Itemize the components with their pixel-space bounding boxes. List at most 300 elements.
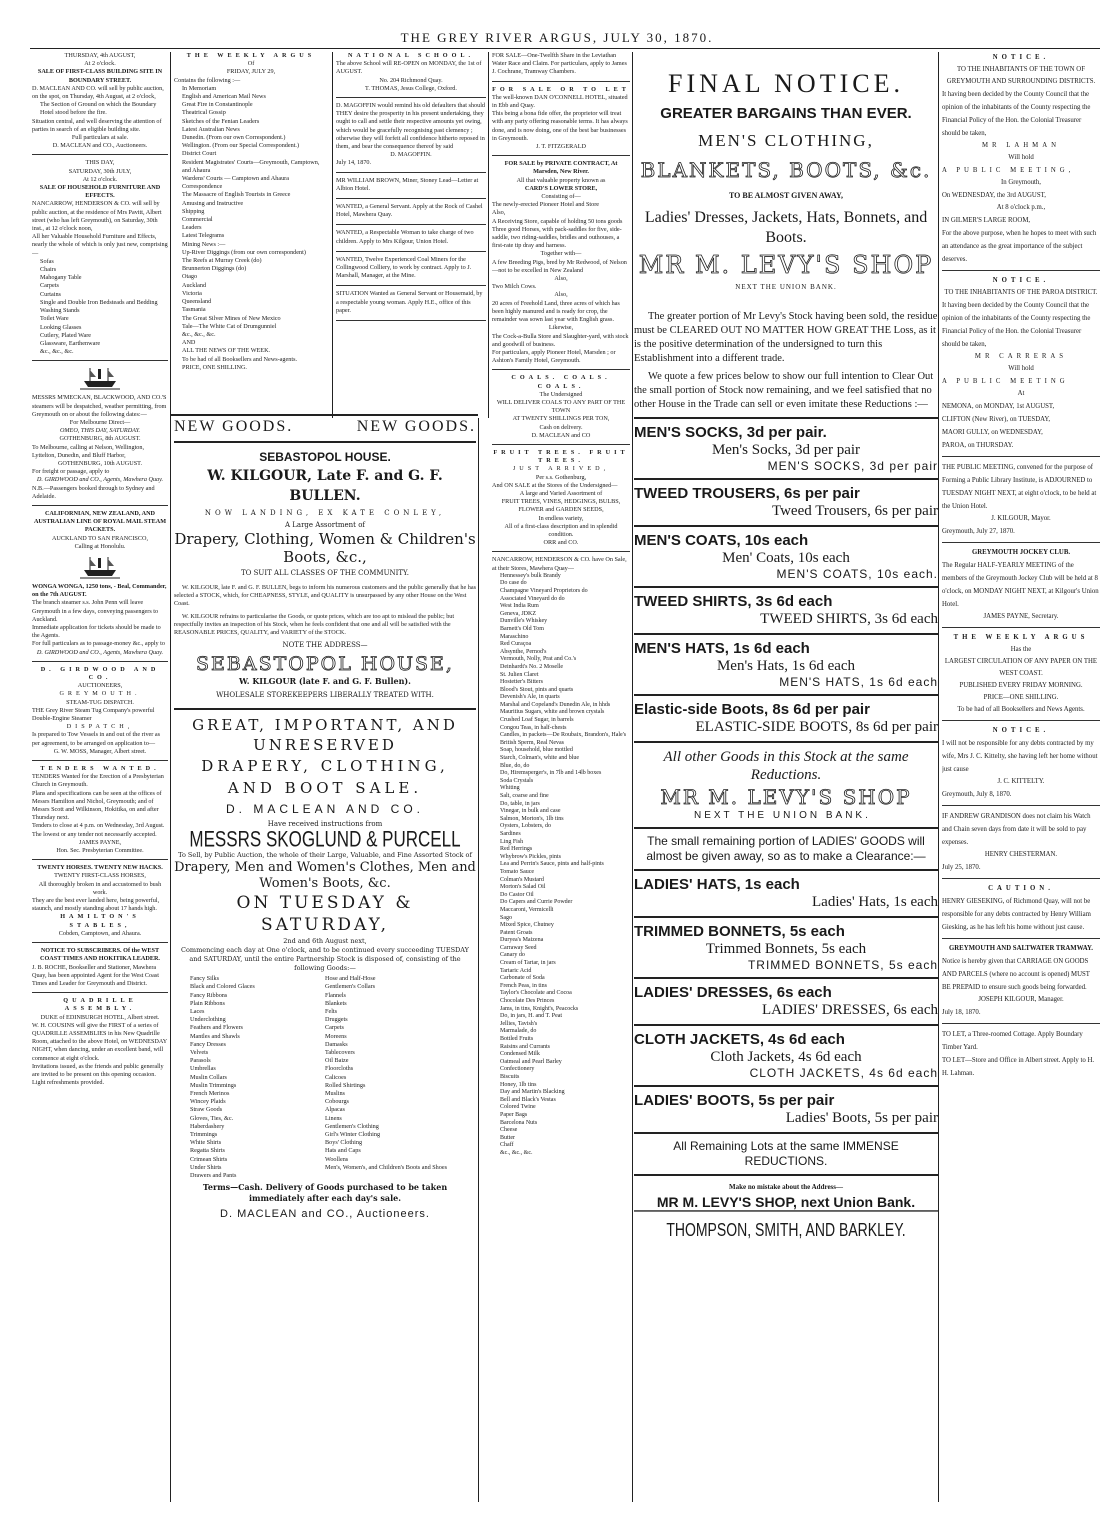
ad-line: To Melbourne, calling at Nelson, Wellington, Lyttelton, Dunedin, and Bluff Harbor, — [32, 443, 145, 459]
list-item: The Reefs at Murray Creek (do) — [182, 257, 262, 265]
ad-line: All that valuable property known as — [516, 176, 606, 184]
list-item: Congou Teas, in half-chests — [500, 724, 567, 731]
notice-line: NOTICE. — [992, 727, 1050, 734]
notice-line: THE PUBLIC MEETING, convened for the purpose of Forming a Public Library Institute, is ADJOURNED to TUESDAY NIGHT NEXT, at eight o'clock, to be held at the Union Hotel. — [942, 464, 1097, 510]
list-item: Do case do — [500, 580, 527, 587]
divider — [634, 633, 938, 635]
terms-line: Terms—Cash. Delivery of Goods purchased to be taken immediately after each day's sale. — [202, 1182, 448, 1204]
list-item: Butter — [500, 1134, 515, 1141]
price-line: MEN'S SOCKS, 3d per pair. — [634, 424, 827, 441]
price-line: MEN'S SOCKS, 3d per pair — [767, 459, 938, 473]
ad-line: All thoroughly broken in and accustomed to bush work. — [38, 880, 162, 896]
stores-list — [492, 573, 630, 1158]
notice-line: On WEDNESDAY, the 3rd AUGUST, — [942, 192, 1046, 199]
ad-line: N.B.—Passengers booked through to Sydney and Adelaide. — [32, 484, 155, 500]
levy-shop-ad — [634, 52, 938, 1502]
sebastopol-and-sale — [174, 418, 476, 1502]
list-item: Flannels — [325, 991, 346, 999]
notice-line: Greymouth, July 27, 1870. — [942, 528, 1015, 535]
ad-line: SATURDAY, 30th JULY, — [68, 167, 132, 175]
list-item: Jellies, Tavish's — [500, 1020, 538, 1027]
notice-line: Greymouth, July 8, 1870. — [942, 791, 1012, 798]
list-item: Calicoes — [325, 1073, 347, 1081]
list-item: Do Castor Oil — [500, 891, 534, 898]
divider — [634, 478, 938, 480]
list-item: Plain Ribbons — [190, 999, 225, 1007]
column-divider — [938, 52, 939, 1502]
list-col — [325, 975, 460, 1180]
notice-line: TO LET—Store and Office in Albert street. Apply to H. H. Lahman. — [942, 1057, 1095, 1077]
list-item: Velvets — [190, 1049, 209, 1057]
notice-line: For the above purpose, when he hopes to meet with such an attendance as the great importance of the subject deserves. — [942, 230, 1097, 263]
list-item: Condensed Milk — [500, 1051, 540, 1058]
list-item: Felts — [325, 1008, 338, 1016]
para-1: The greater portion of Mr Levy's Stock having been sold, the residue must be CLEARED OUT NO MATTER HOW GREAT THE Loss, as it is the positive determination of the undersigned to turn this Establishment into a different trade. — [634, 311, 938, 364]
notice-line: I will not be responsible for any debts contracted by my wife, Mrs J. C. Kittelty, she having left her home without just cause — [942, 740, 1098, 773]
ad-line: TWENTY FIRST-CLASS HORSES, — [54, 872, 146, 880]
divider — [32, 661, 168, 662]
list-item: Maccaroni, Vermicelli — [500, 906, 554, 913]
ad-line: For particulars, apply Pioneer Hotel, Marsden ; or Ashton's Family Hotel, Greymouth. — [492, 348, 616, 365]
price-line: CLOTH JACKETS, 4s 6d each — [749, 1066, 938, 1080]
list-item: Soap, household, blue mottled — [500, 747, 573, 754]
divider — [942, 627, 1100, 628]
price-line: Ladies' Hats, 1s each — [812, 894, 938, 910]
notice-line: It having been decided by the County Council that the opinion of the inhabitants of the County respecting the Financial Policy of the Hon. the Colonial Treasurer should be taken, — [942, 302, 1091, 348]
divider — [336, 198, 486, 199]
divider — [32, 859, 168, 860]
notice-line: CLIFTON (New River), on TUESDAY, — [942, 416, 1051, 423]
list-item: Vinegar, in bulk and case — [500, 808, 561, 815]
sebastopol-line: NOTE THE ADDRESS— — [282, 641, 368, 650]
list-item: Wellington. (From our Special Correspondent.) — [182, 142, 300, 150]
ad-line: The Cock-a-Bulla Store and Slaughter-yard, with stock and goodwill of business. — [492, 332, 629, 348]
ad-line: A large and Varied Assortment of — [519, 489, 603, 497]
divider — [942, 938, 1100, 939]
notice-line: Has the — [1010, 646, 1032, 653]
ad-line: JUST ARRIVED, — [512, 465, 610, 473]
price-line: Trimmed Bonnets, 5s each — [705, 941, 867, 957]
list-item: Cheese — [500, 1127, 518, 1134]
list-item: Straw Goods — [190, 1106, 223, 1114]
ad-line: D. MACLEAN and CO — [531, 431, 591, 439]
list-item: Cutlery, Plated Ware — [40, 331, 92, 339]
notice-line: MR LAHMAN — [981, 142, 1061, 149]
notice-line: To be had of all Booksellers and News Agents. — [957, 706, 1085, 713]
list-item: Soda Crystals — [500, 777, 534, 784]
list-item: Taylor's Chocolate and Cocoa — [500, 990, 572, 997]
ad-line: 20 acres of Freehold Land, three acres of which has been highly manured and is ready for crop, the remainder was sown last year with English grass. — [492, 299, 620, 324]
list-item: White Shirts — [190, 1139, 222, 1147]
sebastopol-line: A Large Assortment of — [284, 521, 366, 529]
list-item: Starch, Colman's, white and blue — [500, 755, 580, 762]
notice-line: LARGEST CIRCULATION OF ANY PAPER ON THE WEST COAST. — [944, 658, 1098, 677]
list-item: Amusing and Instructive — [182, 199, 244, 207]
list-item: Mahogany Table — [40, 274, 82, 282]
ad-line: Light refreshments provided. — [32, 1079, 104, 1087]
list-item: AND — [182, 339, 196, 347]
ad-line: ORR and CO. — [543, 539, 579, 547]
list-item: Floorcloths — [325, 1065, 354, 1073]
ad-line: DUKE of EDINBURGH HOTEL, Albert street. — [40, 1013, 160, 1021]
sebastopol-line: W. KILGOUR, late F. and G. F. BULLEN, begs to inform his numerous customers and the public generally that he has selected a STOCK, which, for CHEAPNESS, STYLE, and QUALITY is unsurpassed by any other House on the West Coast. — [174, 584, 476, 608]
divider — [634, 1174, 938, 1176]
divider — [634, 1024, 938, 1026]
list-item: &c., &c., &c. — [182, 330, 216, 338]
list-item: Girl's Winter Clothing — [325, 1131, 381, 1139]
nancarrow-ad: NANCARROW, HENDERSON & CO. have On Sale, at their Stores, Mawhera Quay— — [492, 556, 627, 572]
list-item: Resident Magistrates' Courts—Greymouth, Camptown, and Ahaura — [182, 158, 320, 174]
list-item: Blankets — [325, 999, 347, 1007]
list-item: Confectionery — [500, 1066, 535, 1073]
ad-line: The branch steamer s.s. John Penn will leave Greymouth in a few days, conveying passengers to Auckland. — [32, 599, 159, 623]
sale-line: Drapery, Men and Women's Clothes, Men and Women's Boots, &c. — [174, 860, 476, 892]
divider — [336, 320, 486, 321]
sale-line: Have received instructions from — [267, 820, 383, 829]
small-ads — [336, 52, 486, 412]
sale-line: 2nd and 6th August next, — [283, 937, 367, 946]
list-item: Auckland — [182, 281, 207, 289]
list-item: Single and Double Iron Bedsteads and Bedding — [40, 298, 158, 306]
sebastopol-line: TO SUIT ALL CLASSES OF THE COMMUNITY. — [241, 569, 409, 577]
divider — [942, 805, 1100, 806]
divider — [634, 827, 938, 829]
list-item: Drawers and Pants — [190, 1172, 237, 1180]
ad-line: AUCKLAND TO SAN FRANCISCO, — [51, 534, 149, 542]
price-line: TRIMMED BONNETS, 5s each — [634, 923, 845, 940]
divider — [492, 369, 630, 370]
price-line: MEN'S COATS, 10s each — [634, 532, 809, 549]
list-item: Tartaric Acid — [500, 967, 532, 974]
list-item: Crimean Shirts — [190, 1155, 228, 1163]
notice-line: July 25, 1870. — [942, 864, 981, 871]
list-item: Deinhardt's No. 2 Moselle — [500, 663, 564, 670]
ad-line: Per s.s. Gothenburg, — [535, 473, 587, 481]
list-item: Dunedin. (From our own Correspondent.) — [182, 134, 286, 142]
steamship-icon — [80, 554, 120, 580]
ad-line: OMEO, THIS DAY, SATURDAY. — [59, 427, 141, 435]
list-item: ALL THE NEWS OF THE WEEK. — [182, 347, 271, 355]
column-divider — [488, 52, 489, 418]
list-item: Theatrical Gossip — [182, 109, 226, 117]
price-line: Men's Hats, 1s 6d each — [716, 658, 856, 674]
notice-line: In Greymouth, — [1000, 179, 1042, 186]
notice-line: THE WEEKLY ARGUS — [953, 634, 1089, 641]
list-item: Hennessey's bulk Brandy — [500, 572, 561, 579]
ad-line: TWENTY HORSES. TWENTY NEW HACKS. — [37, 864, 163, 872]
notice-line: MAORI GULLY, on WEDNESDAY, — [942, 429, 1043, 436]
sebastopol-line: SEBASTOPOL HOUSE. — [259, 450, 391, 464]
ad-line: For freight or passage, apply to — [32, 468, 110, 476]
list-item: Great Fire in Constantinople — [182, 101, 253, 109]
list-item: Crushed Loaf Sugar, in barrels — [500, 717, 574, 724]
list-item: Day and Martin's Blacking — [500, 1089, 565, 1096]
list-item: Oil Baize — [325, 1057, 349, 1065]
list-item: Wincey Plaids — [190, 1098, 226, 1106]
list-item: Up-River Diggings (from our own correspondent) — [182, 248, 306, 256]
divider — [32, 992, 168, 993]
ad-line: J. B. ROCHE, Bookseller and Stationer, Mawhera Quay, has been appointed Agent for the West Coast Times and Leader for Greymouth and District. — [32, 963, 160, 987]
list-item: Mauritius Sugars, white and brown crystals — [500, 709, 605, 716]
list-item: In Memoriam — [182, 84, 217, 92]
ad-line: D. MACLEAN and CO., Auctioneers. — [52, 142, 148, 150]
ad-line: D. MACLEAN AND CO. will sell by public auction, on the spot, on Thursday, 4th August, at 2 o'clock, — [32, 84, 164, 101]
notice-line: IF ANDREW GRANDISON does not claim his Watch and Chain seven days from date it will be sold to pay expenses. — [942, 813, 1091, 846]
price-line: Tweed Trousers, 6s per pair — [771, 503, 938, 519]
ad-line: Calling at Honolulu. — [74, 542, 126, 550]
list-item: To be had of all Booksellers and News-agents. — [182, 355, 298, 363]
ad-line: J. T. FITZGERALD — [536, 143, 586, 151]
notice-line: A PUBLIC MEETING — [942, 378, 1069, 385]
notice-line: It having been decided by the County Council that the opinion of the inhabitants of the County respecting the Financial Policy of the Hon. the Colonial Treasurer should be taken, — [942, 91, 1091, 137]
divider — [942, 270, 1100, 271]
list-item: Otago — [182, 273, 198, 281]
divider — [492, 81, 630, 82]
list-item: Woollens — [325, 1155, 349, 1163]
notice-line: JOSEPH KILGOUR, Manager. — [978, 996, 1064, 1003]
list-item: Leaders — [182, 224, 202, 232]
ad-line: HAMILTON'S STABLES, — [60, 913, 140, 929]
list-item: Sardines — [500, 830, 521, 837]
ad-line: QUADRILLE ASSEMBLY. — [63, 997, 137, 1013]
list-item: Lea and Perrin's Sauce, pints and half-pints — [500, 861, 604, 868]
ad-line: WONGA WONGA, 1250 tons, - Beal, Commander, on the 7th AUGUST. — [32, 582, 167, 599]
ad-line: D. MAGOFFIN. — [390, 151, 432, 159]
ad-line: FRUIT TREES. FRUIT TREES. — [493, 448, 629, 465]
masthead: THE GREY RIVER ARGUS, JULY 30, 1870. — [400, 30, 714, 45]
auctioneer-line: D. MACLEAN and CO., Auctioneers. — [220, 1208, 430, 1221]
ad-line: Full particulars at sale. — [71, 134, 129, 142]
ad-line: THE WEEKLY ARGUS — [186, 52, 316, 59]
list-item: Maraschino — [500, 633, 529, 640]
ad-line: They are the best ever landed here, being powerful, staunch, and mostly standing about 17 hands high. — [32, 897, 160, 913]
sale-line: D. MACLEAN AND CO. — [225, 802, 425, 817]
list-item: Oysters, Lobsters, do — [500, 823, 551, 830]
mens-clothing: MEN'S CLOTHING, — [698, 131, 874, 150]
list-item: &c., &c., &c. — [40, 348, 74, 356]
list-item: Associated Vineyard do do — [500, 595, 565, 602]
ad-line: G. W. MOSS, Manager, Albert street. — [53, 747, 147, 755]
divider — [32, 360, 168, 361]
price-line: TWEED TROUSERS, 6s per pair — [634, 485, 860, 502]
ad-line: STEAM-TUG DISPATCH. — [66, 698, 134, 706]
list-item: Champagne Vineyard Proprietors do — [500, 587, 588, 594]
list-item: Do, in jars, H. and T. Peat — [500, 1013, 563, 1020]
sebastopol-line: W. KILGOUR (late F. and G. F. Bullen). — [239, 676, 411, 687]
remaining-lots: All Remaining Lots at the same IMMENSE REDUCTIONS. — [673, 1139, 899, 1168]
price-line: LADIES' DRESSES, 6s each — [634, 984, 832, 1001]
list-item: Bottled Fruits — [500, 1036, 534, 1042]
divider — [32, 505, 168, 506]
list-item: Correspondence — [182, 183, 223, 191]
notice-line: J. C. KITTELTY. — [997, 778, 1045, 785]
notice-line: TO LET, a Three-roomed Cottage. Apply Boundary Timber Yard. — [942, 1031, 1083, 1051]
final-notice-title: FINAL NOTICE. — [668, 69, 904, 98]
divider — [634, 417, 938, 419]
ad-line: FRIDAY, JULY 29, — [226, 68, 276, 76]
sale-goods-list — [174, 973, 476, 1182]
list-item: Gloves, Ties, &c. — [190, 1114, 234, 1122]
ad-line: The newly-erected Pioneer Hotel and Store — [492, 201, 600, 209]
divider — [634, 694, 938, 696]
notice-line: July 18, 1870. — [942, 1009, 981, 1016]
list-item: French Merinos — [190, 1090, 230, 1098]
list-item: Brunnerton Diggings (do) — [182, 265, 247, 273]
list-item: Gentlemen's Collars — [325, 983, 376, 991]
price-line: Ladies' Boots, 5s per pair — [785, 1110, 938, 1126]
price-line: MEN'S COATS, 10s each. — [776, 567, 938, 581]
ad-line: NOTICE TO SUBSCRIBERS. Of the WEST COAST TIMES AND HOKITIKA LEADER. — [40, 947, 160, 963]
ad-line: At 2 o'clock. — [84, 60, 116, 68]
list-item: Moreens — [325, 1032, 347, 1040]
notice-line: JAMES PAYNE, Secretary. — [983, 613, 1059, 620]
ad-line: Also, — [492, 209, 506, 217]
list-item: Wardens' Courts — Camptown and Ahaura — [182, 175, 289, 183]
ad-line: Consisting of— — [541, 193, 581, 201]
mistake-line: Make no mistake about the Address— — [728, 1183, 844, 1191]
list-item: &c., &c., &c. — [500, 1149, 533, 1156]
ad-line: All her Valuable Household Furniture and Effects, nearly the whole of which is only just new, comprising— — [32, 233, 168, 257]
list-item: Duryea's Maizena — [500, 937, 544, 944]
ad-line: A few Breeding Pigs, bred by Mr Redwood, of Nelson—not to be excelled in New Zealand — [492, 258, 627, 274]
list-item: Laces — [190, 1008, 205, 1016]
sebastopol-line: NOW LANDING, EX KATE CONLEY, — [204, 509, 446, 517]
divider — [942, 542, 1100, 543]
price-line: MEN'S HATS, 1s 6d each — [634, 640, 810, 657]
price-line: MEN'S HATS, 1s 6d each — [779, 675, 938, 689]
ad-line: Tenders to close at 4 p.m. on Wednesday, 3rd August. — [32, 822, 165, 830]
list-item: Red Herrings — [500, 846, 533, 853]
almost-given-away: TO BE ALMOST GIVEN AWAY, — [728, 191, 844, 200]
list-item: Feathers and Flowers — [190, 1024, 243, 1032]
list-item: Chairs — [40, 266, 57, 274]
list-item: Looking Glasses — [40, 323, 82, 331]
price-line: Men's Socks, 3d per pair — [711, 442, 861, 458]
list-item: Cream of Tartar, in jars — [500, 960, 556, 967]
ad-line: SALE OF FIRST-CLASS BUILDING SITE IN BOUNDARY STREET. — [37, 68, 163, 84]
ad-line: MESSRS M'MECKAN, BLACKWOOD, AND CO.'S steamers will be despatched, weather permitting, from Greymouth on or about the following dates:— — [32, 394, 167, 418]
ad-line: W. H. COUSINS will give the FIRST of a series of QUADRILLE ASSEMBLIES in his New Quadrille Room, attached to the above Hotel, on WEDNESDAY NIGHT, when dancing, under an excellent band, will commence at eight o'clock. — [32, 1021, 168, 1062]
column-divider — [332, 52, 333, 418]
divider — [32, 942, 168, 943]
price-line: ELASTIC-SIDE BOOTS, 8s 6d per pair — [695, 719, 938, 735]
list-item: Colored Twine — [500, 1104, 536, 1111]
list-item: Blood's Stout, pints and quarts — [500, 686, 574, 693]
list-item: Mixed Spice, Chutney — [500, 922, 554, 929]
notice-line: A PUBLIC MEETING, — [942, 167, 1075, 174]
ad-line: THE Grey River Steam Tug Company's powerful Double-Engine Steamer — [32, 706, 155, 723]
list-item: Chocolate Des Princes — [500, 998, 555, 1005]
list-item: Hats and Caps — [325, 1147, 361, 1155]
ad-line: A Receiving Store, capable of holding 50 tons goods — [492, 217, 623, 225]
divider — [32, 154, 168, 155]
list-item: Linens — [325, 1114, 342, 1122]
list-item: Carbonate of Soda — [500, 975, 545, 982]
notice-line: NEMONA, on MONDAY, 1st AUGUST, — [942, 403, 1055, 410]
list-item: Oatmeal and Pearl Barley — [500, 1058, 562, 1065]
divider — [942, 878, 1100, 879]
list-item: Sketches of the Fenian Leaders — [182, 117, 260, 125]
next-union-bank: NEXT THE UNION BANK. — [735, 283, 837, 291]
column-5-notices — [942, 52, 1100, 1502]
section-rule — [170, 414, 478, 416]
ad-line: D. GIRDWOOD AND CO. — [40, 665, 160, 681]
ad-line: JAMES PAYNE, — [78, 838, 122, 846]
list-item: Hostetter's Bitters — [500, 679, 543, 686]
steamship-icon — [80, 365, 120, 391]
list-item: Men's, Women's, and Children's Boots and Shoes — [325, 1163, 448, 1171]
list-item: Marshal and Copeland's Dunedin Ale, in hhds — [500, 701, 611, 708]
divider — [942, 720, 1100, 721]
list-item: Boys' Clothing — [325, 1139, 363, 1147]
list-item: Umbrellas — [190, 1065, 216, 1073]
list-item: French Peas, in tins — [500, 982, 547, 989]
list-item: Biscuits — [500, 1073, 520, 1080]
list-item: Candles, in packets—De Roubaix, Brandon's, Hale's British Sperm, Real Nevas — [500, 732, 627, 746]
list-item: Salt, coarse and fine — [500, 793, 549, 799]
list-item: Do, Hiremsperger's, in 7lb and 14lb boxes — [500, 770, 602, 777]
list-item: Under Shirts — [190, 1163, 222, 1171]
list-item: Raisins and Currants — [500, 1043, 550, 1050]
ad-line: D. GIRDWOOD and CO., Agents, Mawhera Quay. — [36, 476, 164, 484]
list-item: Damasks — [325, 1040, 348, 1048]
sale-line: DRAPERY, CLOTHING, AND BOOT SALE. — [201, 757, 449, 798]
column-divider — [632, 52, 633, 1502]
list-item: Tablecovers — [325, 1049, 355, 1057]
divider — [174, 441, 476, 443]
list-item: Carpets — [325, 1024, 344, 1032]
ad-line: All of a first-class description and in splendid condition. — [504, 522, 618, 538]
sebastopol-line: W. KILGOUR refrains to particularise the Goods, or quote prices, which are too apt to mislead the public; but respectfully invites an inspection of his Stock, when he feels confident that one and all will be satisfied with the REASONABLE PRICES, QUALITY, and VARIETY of the STOCK. — [174, 612, 455, 637]
all-other-goods: All other Goods in this Stock at the same Reductions. — [663, 749, 909, 783]
list-item: Red Curaçoa — [500, 641, 532, 648]
list-item: Hose and Half-Hose — [325, 975, 376, 983]
notice-line: GREYMOUTH JOCKEY CLUB. — [971, 549, 1071, 556]
column-divider — [170, 52, 171, 1502]
ad-line: Situation central, and well deserving the attention of parties in search of an eligible building site. — [32, 117, 162, 133]
notice-line: GREYMOUTH AND SALTWATER TRAMWAY. — [948, 945, 1094, 952]
notice-line: Will hold — [1008, 365, 1034, 372]
ad-line: For full particulars as to passage-money &c., apply to — [32, 640, 165, 648]
ad-line: THIS DAY, — [85, 159, 115, 167]
list-item: Morton's Salad Oil — [500, 884, 546, 891]
ad-line: Immediate application for tickets should be made to the Agents. — [32, 623, 161, 640]
ad-line: NATIONAL SCHOOL. — [347, 52, 475, 59]
ad-line: Also, — [554, 291, 568, 299]
notice-line: CAUTION. — [988, 885, 1054, 892]
ad-line: The well-known DAN O'CONNELL HOTEL, situated in Ebb and Quay. — [492, 93, 628, 110]
list-item: Paper Bags — [500, 1111, 528, 1118]
ad-line: FLOWER and GARDEN SEEDS, — [518, 506, 604, 514]
price-line: LADIES' DRESSES, 6s each — [761, 1002, 938, 1018]
price-line: TWEED SHIRTS, 3s 6d each — [634, 593, 833, 610]
blankets-boots: BLANKETS, BOOTS, &c. — [640, 158, 932, 182]
ad-line: Likewise, — [548, 324, 574, 332]
notice-line: Notice is hereby given that CARRIAGE ON GOODS AND PARCELS (where no account is opened) MUST BE PREPAID to ensure such goods being forwarded. — [942, 958, 1090, 991]
ad-line: FOR SALE by PRIVATE CONTRACT, At Marsden, New River. — [504, 160, 618, 176]
price-line: LADIES' BOOTS, 5s per pair — [634, 1092, 835, 1109]
list-item: Muslin Collars — [190, 1073, 227, 1081]
divider — [336, 224, 486, 225]
top-rule — [30, 48, 1100, 49]
list-item: District Court — [182, 150, 217, 158]
list-col — [190, 975, 325, 1180]
divider — [336, 251, 486, 252]
ad-line: Two Milch Cows. — [492, 283, 537, 291]
list-item: Salmon, Morton's, 1lb tins — [500, 815, 564, 822]
price-line: TRIMMED BONNETS, 5s each — [747, 958, 938, 972]
divider — [492, 155, 630, 156]
